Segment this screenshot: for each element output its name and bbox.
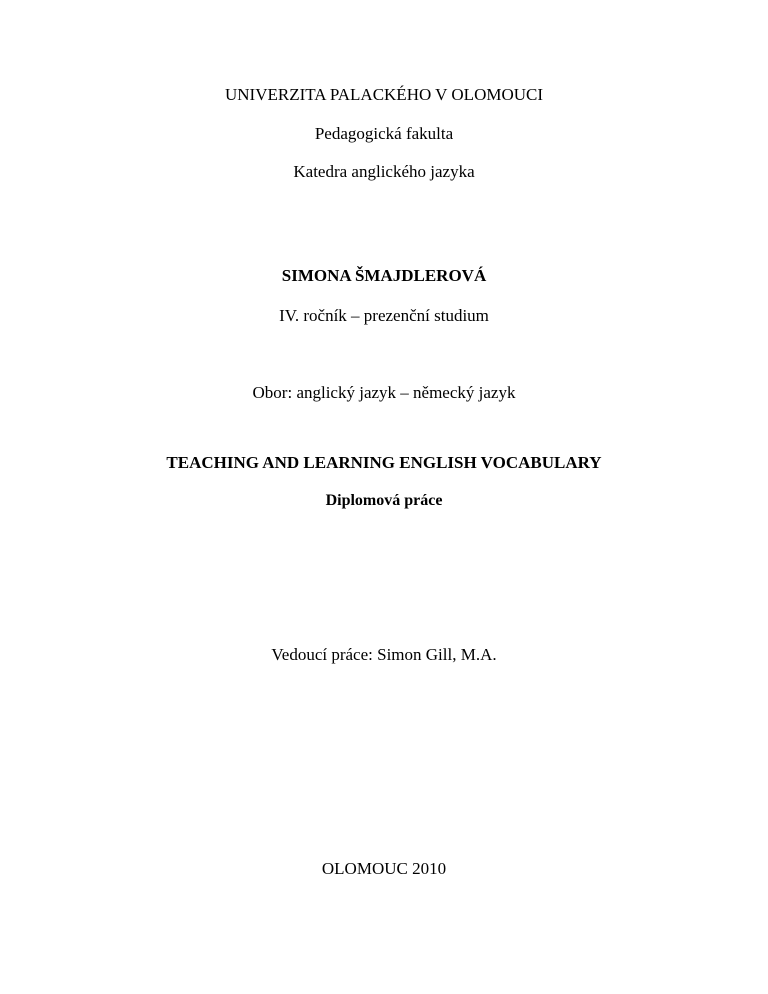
author-name: SIMONA ŠMAJDLEROVÁ	[281, 266, 487, 285]
department-name: Katedra anglického jazyka	[293, 162, 475, 181]
place-and-year: OLOMOUC 2010	[321, 859, 447, 878]
study-field: Obor: anglický jazyk – německý jazyk	[252, 383, 516, 402]
study-year: IV. ročník – prezenční studium	[279, 306, 489, 325]
university-name: UNIVERZITA PALACKÉHO V OLOMOUCI	[224, 85, 544, 104]
thesis-type: Diplomová práce	[325, 492, 443, 509]
supervisor: Vedoucí práce: Simon Gill, M.A.	[271, 645, 497, 664]
thesis-title: TEACHING AND LEARNING ENGLISH VOCABULARY	[166, 453, 602, 472]
faculty-name: Pedagogická fakulta	[314, 124, 454, 143]
